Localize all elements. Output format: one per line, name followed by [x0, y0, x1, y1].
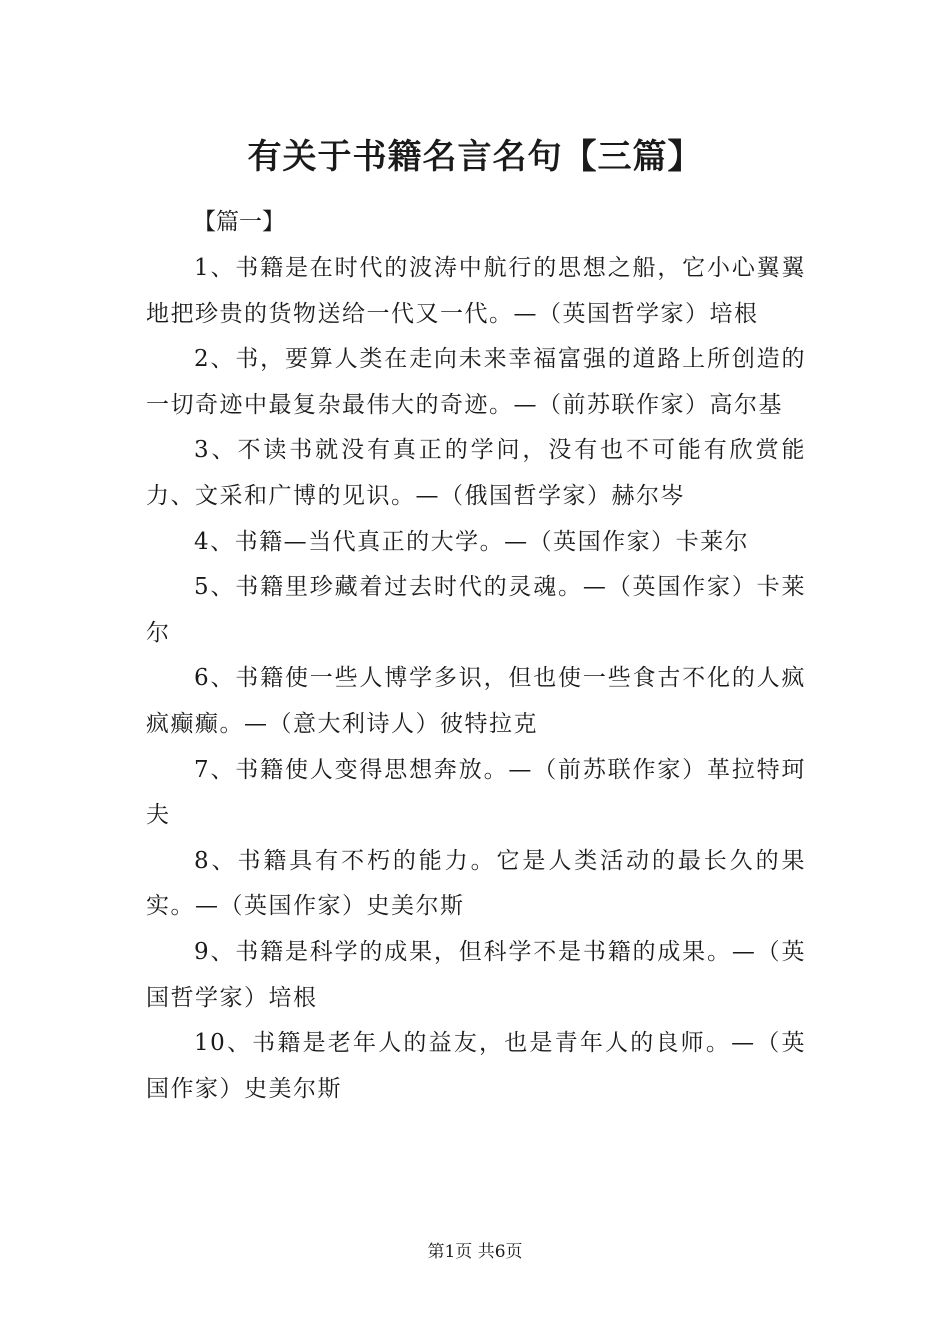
quote-paragraph: 5、书籍里珍藏着过去时代的灵魂。—（英国作家）卡莱尔 [146, 574, 806, 646]
quote-paragraph: 2、书，要算人类在走向未来幸福富强的道路上所创造的一切奇迹中最复杂最伟大的奇迹。—（前苏联作家）高尔基 [146, 346, 806, 418]
quote-list [146, 246, 806, 1112]
quote-paragraph: 6、书籍使一些人博学多识，但也使一些食古不化的人疯疯癫癫。—（意大利诗人）彼特拉克 [146, 665, 806, 737]
quote-paragraph: 8、书籍具有不朽的能力。它是人类活动的最长久的果实。—（英国作家）史美尔斯 [146, 847, 806, 920]
section-label: 【篇一】 [193, 209, 285, 235]
page-footer: 第1页 共6页 [427, 1242, 523, 1262]
quote-paragraph: 4、书籍—当代真正的大学。—（英国作家）卡莱尔 [194, 528, 750, 555]
quote-paragraph: 3、不读书就没有真正的学问，没有也不可能有欣赏能力、文采和广博的见识。—（俄国哲学家）赫尔岑 [146, 437, 806, 509]
quote-paragraph: 7、书籍使人变得思想奔放。—（前苏联作家）革拉特珂夫 [146, 756, 806, 829]
quote-paragraph: 9、书籍是科学的成果，但科学不是书籍的成果。—（英国哲学家）培根 [146, 938, 806, 1011]
document-title: 有关于书籍名言名句【三篇】 [247, 137, 703, 177]
quote-paragraph: 10、书籍是老年人的益友，也是青年人的良师。—（英国作家）史美尔斯 [146, 1030, 806, 1102]
quote-paragraph: 1、书籍是在时代的波涛中航行的思想之船，它小心翼翼地把珍贵的货物送给一代又一代。—（英国哲学家）培根 [146, 255, 806, 327]
